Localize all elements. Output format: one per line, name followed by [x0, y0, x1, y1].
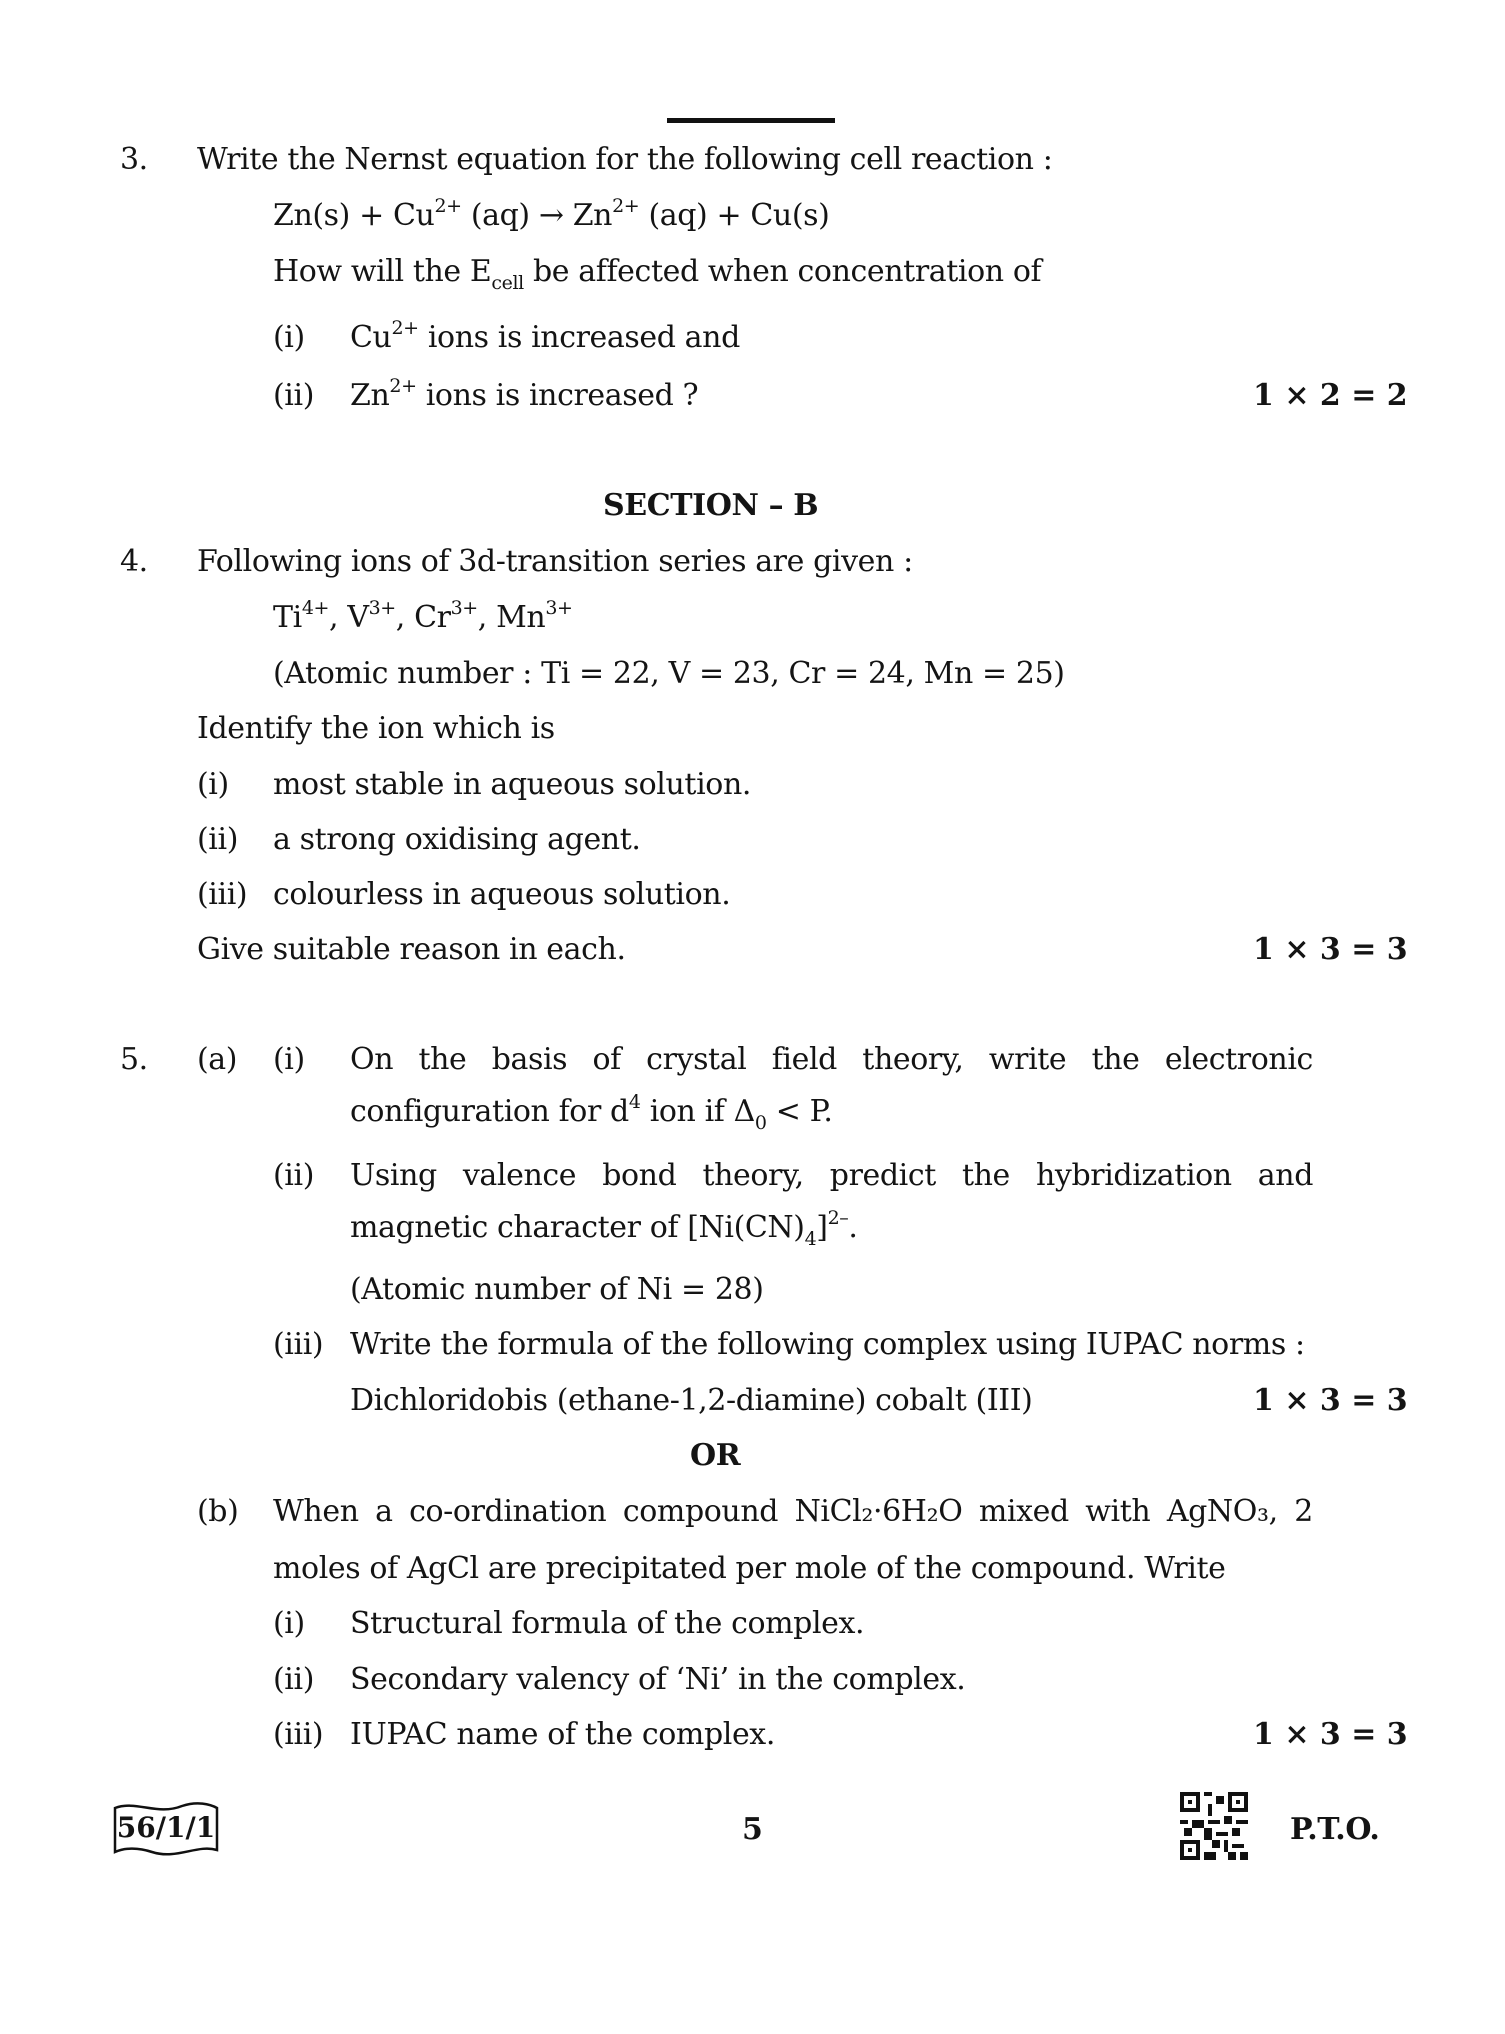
section-heading: SECTION – B	[603, 488, 819, 523]
subitem-label: (iii)	[273, 1327, 324, 1362]
justified-text-line: When a co-ordination compound NiCl₂·6H₂O mixed with AgNO₃, 2	[273, 1494, 1313, 1529]
marks-allocation: 1 × 3 = 3	[1253, 932, 1408, 967]
question-number: 4.	[120, 544, 148, 579]
marks-allocation: 1 × 2 = 2	[1253, 378, 1408, 413]
question-instruction: Give suitable reason in each.	[197, 932, 626, 967]
part-label: (b)	[197, 1494, 239, 1529]
subitem-text: $Cu^{2+}$ ions is increased and	[350, 317, 740, 355]
subitem-label: (i)	[197, 767, 229, 802]
justified-text-line: On the basis of crystal field theory, write the electronic	[350, 1042, 1313, 1077]
please-turn-over-label: P.T.O.	[1290, 1812, 1380, 1847]
question-prompt: Write the Nernst equation for the following cell reaction :	[197, 142, 1053, 177]
or-separator: OR	[690, 1438, 741, 1473]
subitem-text: Structural formula of the complex.	[350, 1606, 865, 1641]
subitem-label: (ii)	[197, 822, 238, 857]
qr-code-icon	[1180, 1792, 1248, 1860]
question-subprompt: Identify the ion which is	[197, 711, 555, 746]
subitem-label: (ii)	[273, 1158, 314, 1193]
ion-list: $Ti^{4+}$, $V^{3+}$, $Cr^{3+}$, $Mn^{3+}$	[273, 597, 573, 635]
subitem-text: magnetic character of $[Ni(CN)_4]^{2-}$.	[350, 1207, 858, 1250]
cell-reaction-equation: $Zn(s) + Cu^{2+}$ $(aq) \to Zn^{2+}$ (aq) + Cu(s)	[273, 195, 830, 233]
justified-text-line: Using valence bond theory, predict the hybridization and	[350, 1158, 1313, 1193]
top-rule-divider	[667, 118, 835, 123]
subitem-text: configuration for $d^4$ ion if $\Delta_0 < P$.	[350, 1091, 833, 1134]
subitem-label: (iii)	[273, 1717, 324, 1752]
subitem-label: (i)	[273, 1606, 305, 1641]
marks-allocation: 1 × 3 = 3	[1253, 1383, 1408, 1418]
complex-name: Dichloridobis (ethane-1,2-diamine) cobalt (III)	[350, 1383, 1033, 1418]
atomic-numbers-note: (Atomic number : Ti = 22, V = 23, Cr = 24, Mn = 25)	[273, 656, 1065, 691]
subitem-label: (i)	[273, 1042, 305, 1077]
atomic-numbers-note: (Atomic number of Ni = 28)	[350, 1272, 764, 1307]
subitem-text: most stable in aqueous solution.	[273, 767, 751, 802]
question-subprompt: moles of AgCl are precipitated per mole of the compound. Write	[273, 1551, 1226, 1586]
page-number: 5	[742, 1812, 763, 1847]
subitem-text: IUPAC name of the complex.	[350, 1717, 775, 1752]
subitem-text: colourless in aqueous solution.	[273, 877, 731, 912]
subitem-label: (i)	[273, 320, 305, 355]
marks-allocation: 1 × 3 = 3	[1253, 1717, 1408, 1752]
question-subprompt: How will the $E_{cell}$ be affected when concentration of	[273, 254, 1042, 294]
subitem-text: $Zn^{2+}$ ions is increased ?	[350, 375, 699, 413]
question-number: 3.	[120, 142, 148, 177]
question-number: 5.	[120, 1042, 148, 1077]
part-label: (a)	[197, 1042, 238, 1077]
subitem-label: (iii)	[197, 877, 248, 912]
subitem-text: a strong oxidising agent.	[273, 822, 641, 857]
paper-code-badge: 56/1/1	[112, 1800, 220, 1858]
subitem-label: (ii)	[273, 378, 314, 413]
question-prompt: Following ions of 3d-transition series are given :	[197, 544, 913, 579]
subitem-text: Secondary valency of ‘Ni’ in the complex.	[350, 1662, 966, 1697]
subitem-label: (ii)	[273, 1662, 314, 1697]
subitem-text: Write the formula of the following complex using IUPAC norms :	[350, 1327, 1305, 1362]
